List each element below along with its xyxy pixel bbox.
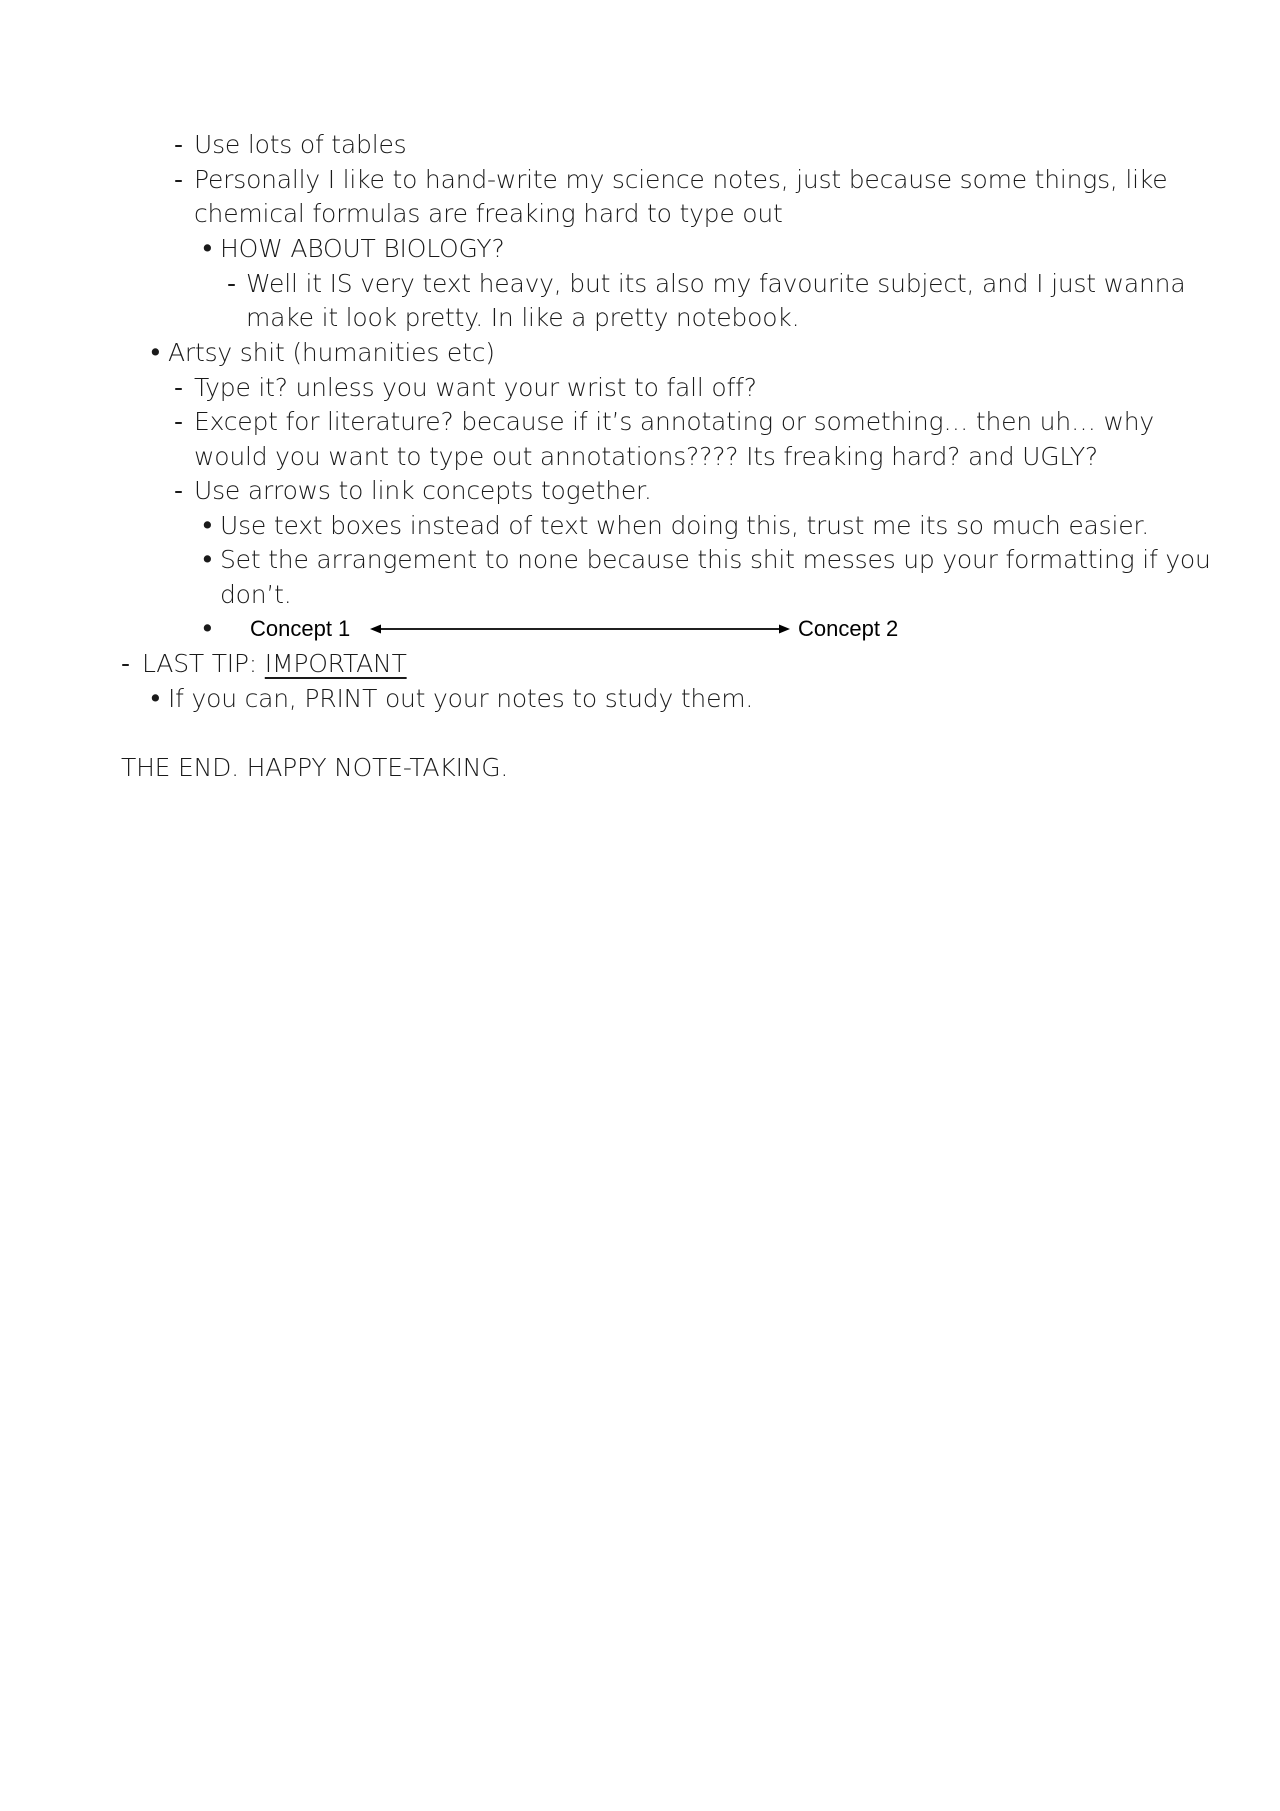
list-item-continuation: don’t. (220, 580, 292, 609)
list-item: Personally I like to hand-write my science notes, just because some things, like (194, 165, 1168, 194)
closing-line: THE END. HAPPY NOTE-TAKING. (121, 753, 509, 782)
list-item: Use arrows to link concepts together. (194, 476, 652, 505)
dash-marker: - (174, 165, 184, 194)
list-item: Use lots of tables (194, 130, 407, 159)
list-item-continuation: would you want to type out annotations???? Its freaking hard? and UGLY? (194, 442, 1098, 471)
concept-1-label: Concept 1 (250, 616, 351, 641)
list-item: Except for literature? because if it’s annotating or something… then uh… why (194, 407, 1155, 436)
dash-marker: - (174, 476, 184, 505)
dash-marker: - (121, 649, 131, 678)
dash-marker: - (174, 407, 184, 436)
list-item: Type it? unless you want your wrist to fall off? (194, 373, 757, 402)
list-item: If you can, PRINT out your notes to study them. (168, 684, 754, 713)
bullet-marker: • (200, 234, 215, 263)
list-item: Well it IS very text heavy, but its also my favourite subject, and I just wanna (246, 269, 1186, 298)
list-item-continuation: chemical formulas are freaking hard to type out (194, 199, 783, 228)
bullet-marker: • (148, 338, 163, 367)
dash-marker: - (227, 269, 237, 298)
list-item: Set the arrangement to none because this shit messes up your formatting if you (220, 545, 1211, 574)
list-item-continuation: make it look pretty. In like a pretty notebook. (246, 303, 800, 332)
dash-marker: - (174, 130, 184, 159)
important-emphasis: IMPORTANT (264, 649, 407, 678)
last-tip-prefix: LAST TIP: (142, 649, 265, 678)
bullet-marker: • (200, 511, 215, 540)
last-tip-line (142, 647, 407, 681)
dash-marker: - (174, 373, 184, 402)
bullet-marker: • (148, 684, 163, 713)
bullet-marker: • (200, 545, 215, 574)
list-item: Artsy shit (humanities etc) (168, 338, 495, 367)
list-item: HOW ABOUT BIOLOGY? (220, 234, 505, 263)
bullet-marker: • (200, 614, 215, 643)
list-item: Use text boxes instead of text when doing this, trust me its so much easier. (220, 511, 1149, 540)
double-arrow-icon (370, 622, 790, 636)
concept-2-label: Concept 2 (798, 616, 899, 641)
